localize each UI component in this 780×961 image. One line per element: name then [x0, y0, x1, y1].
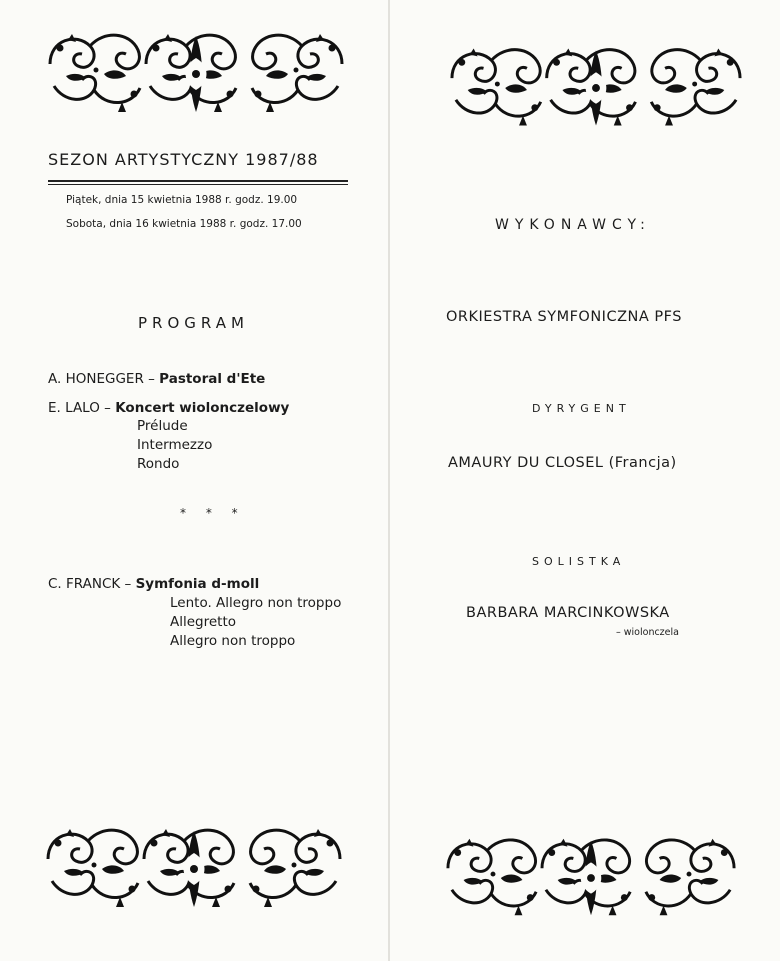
movement: Allegro non troppo	[170, 633, 296, 649]
ornament-bottom-right	[444, 832, 738, 924]
program-heading: PROGRAM	[138, 314, 249, 332]
date-line: Sobota, dnia 16 kwietnia 1988 r. godz. 17.00	[66, 218, 302, 230]
conductor-name: AMAURY DU CLOSEL (Francja)	[448, 455, 677, 471]
orchestra-name: ORKIESTRA SYMFONICZNA PFS	[446, 309, 682, 325]
divider-thin	[48, 184, 348, 185]
soloist-instrument: – wiolonczela	[616, 627, 679, 638]
soloist-name: BARBARA MARCINKOWSKA	[466, 605, 670, 621]
performers-heading: WYKONAWCY:	[495, 217, 651, 233]
composer: C. FRANCK	[48, 576, 121, 592]
movement: Rondo	[137, 456, 180, 472]
movement: Lento. Allegro non troppo	[170, 595, 342, 611]
divider-thick	[48, 180, 348, 182]
right-panel	[390, 0, 780, 961]
program-work: E. LALO – Koncert wiolonczelowy	[48, 400, 290, 416]
ornament-top-right	[448, 42, 744, 134]
program-work: A. HONEGGER – Pastoral d'Ete	[48, 371, 266, 387]
composer: A. HONEGGER	[48, 371, 144, 387]
soloist-label: SOLISTKA	[532, 555, 626, 568]
date-line: Piątek, dnia 15 kwietnia 1988 r. godz. 19.00	[66, 194, 298, 206]
movement: Prélude	[137, 418, 188, 434]
movement: Intermezzo	[137, 437, 213, 453]
separator-stars: * * *	[180, 506, 246, 520]
work-title: Pastoral d'Ete	[159, 371, 266, 387]
program-work: C. FRANCK – Symfonia d-moll	[48, 576, 260, 592]
left-panel	[0, 0, 388, 961]
ornament-bottom-left	[44, 822, 344, 916]
season-title: SEZON ARTYSTYCZNY 1987/88	[48, 150, 319, 169]
conductor-label: DYRYGENT	[532, 402, 631, 415]
ornament-top-left	[46, 27, 346, 121]
composer: E. LALO	[48, 400, 100, 416]
movement: Allegretto	[170, 614, 237, 630]
work-title: Symfonia d-moll	[135, 576, 260, 592]
work-title: Koncert wiolonczelowy	[115, 400, 290, 416]
